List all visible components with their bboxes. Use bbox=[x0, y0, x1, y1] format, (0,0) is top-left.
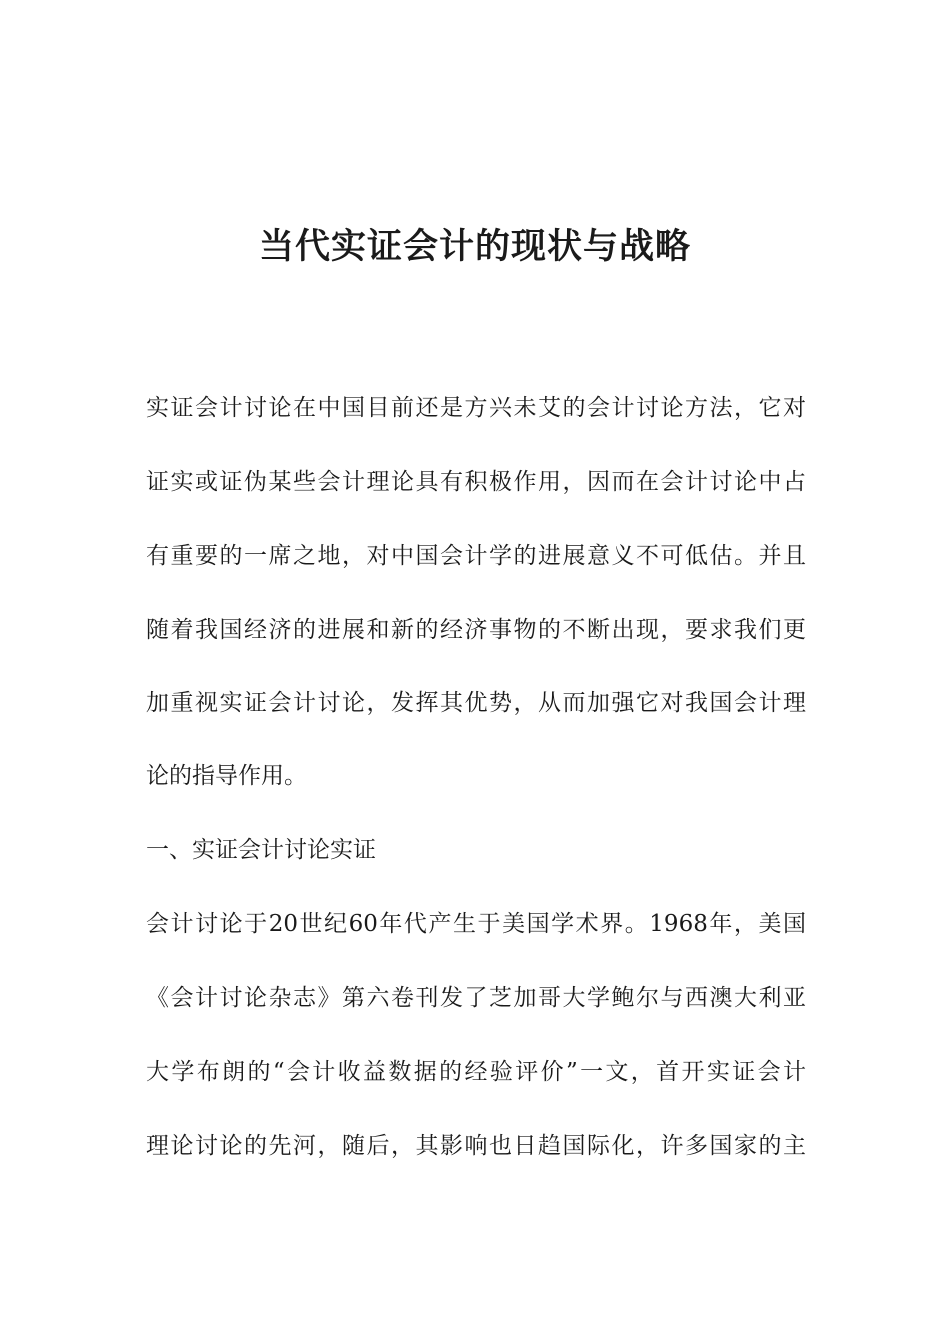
body-line: 实证会计讨论在中国目前还是方兴未艾的会计讨论方法，它对 bbox=[146, 395, 806, 421]
document-title: 当代实证会计的现状与战略 bbox=[258, 227, 691, 267]
body-line: 会计讨论于20世纪60年代产生于美国学术界。1968年，美国 bbox=[146, 911, 806, 937]
body-line: 理论讨论的先河，随后，其影响也日趋国际化，许多国家的主 bbox=[146, 1133, 806, 1159]
body-line: 大学布朗的“会计收益数据的经验评价”一文，首开实证会计 bbox=[146, 1059, 806, 1085]
body-line: 加重视实证会计讨论，发挥其优势，从而加强它对我国会计理 bbox=[146, 690, 806, 716]
section-heading: 一、实证会计讨论实证 bbox=[146, 837, 376, 863]
body-line: 论的指导作用。 bbox=[146, 763, 307, 789]
body-line: 有重要的一席之地，对中国会计学的进展意义不可低估。并且 bbox=[146, 543, 806, 569]
body-line: 《会计讨论杂志》第六卷刊发了芝加哥大学鲍尔与西澳大利亚 bbox=[146, 985, 806, 1011]
body-line: 证实或证伪某些会计理论具有积极作用，因而在会计讨论中占 bbox=[146, 469, 806, 495]
body-line: 随着我国经济的进展和新的经济事物的不断出现，要求我们更 bbox=[146, 617, 806, 643]
